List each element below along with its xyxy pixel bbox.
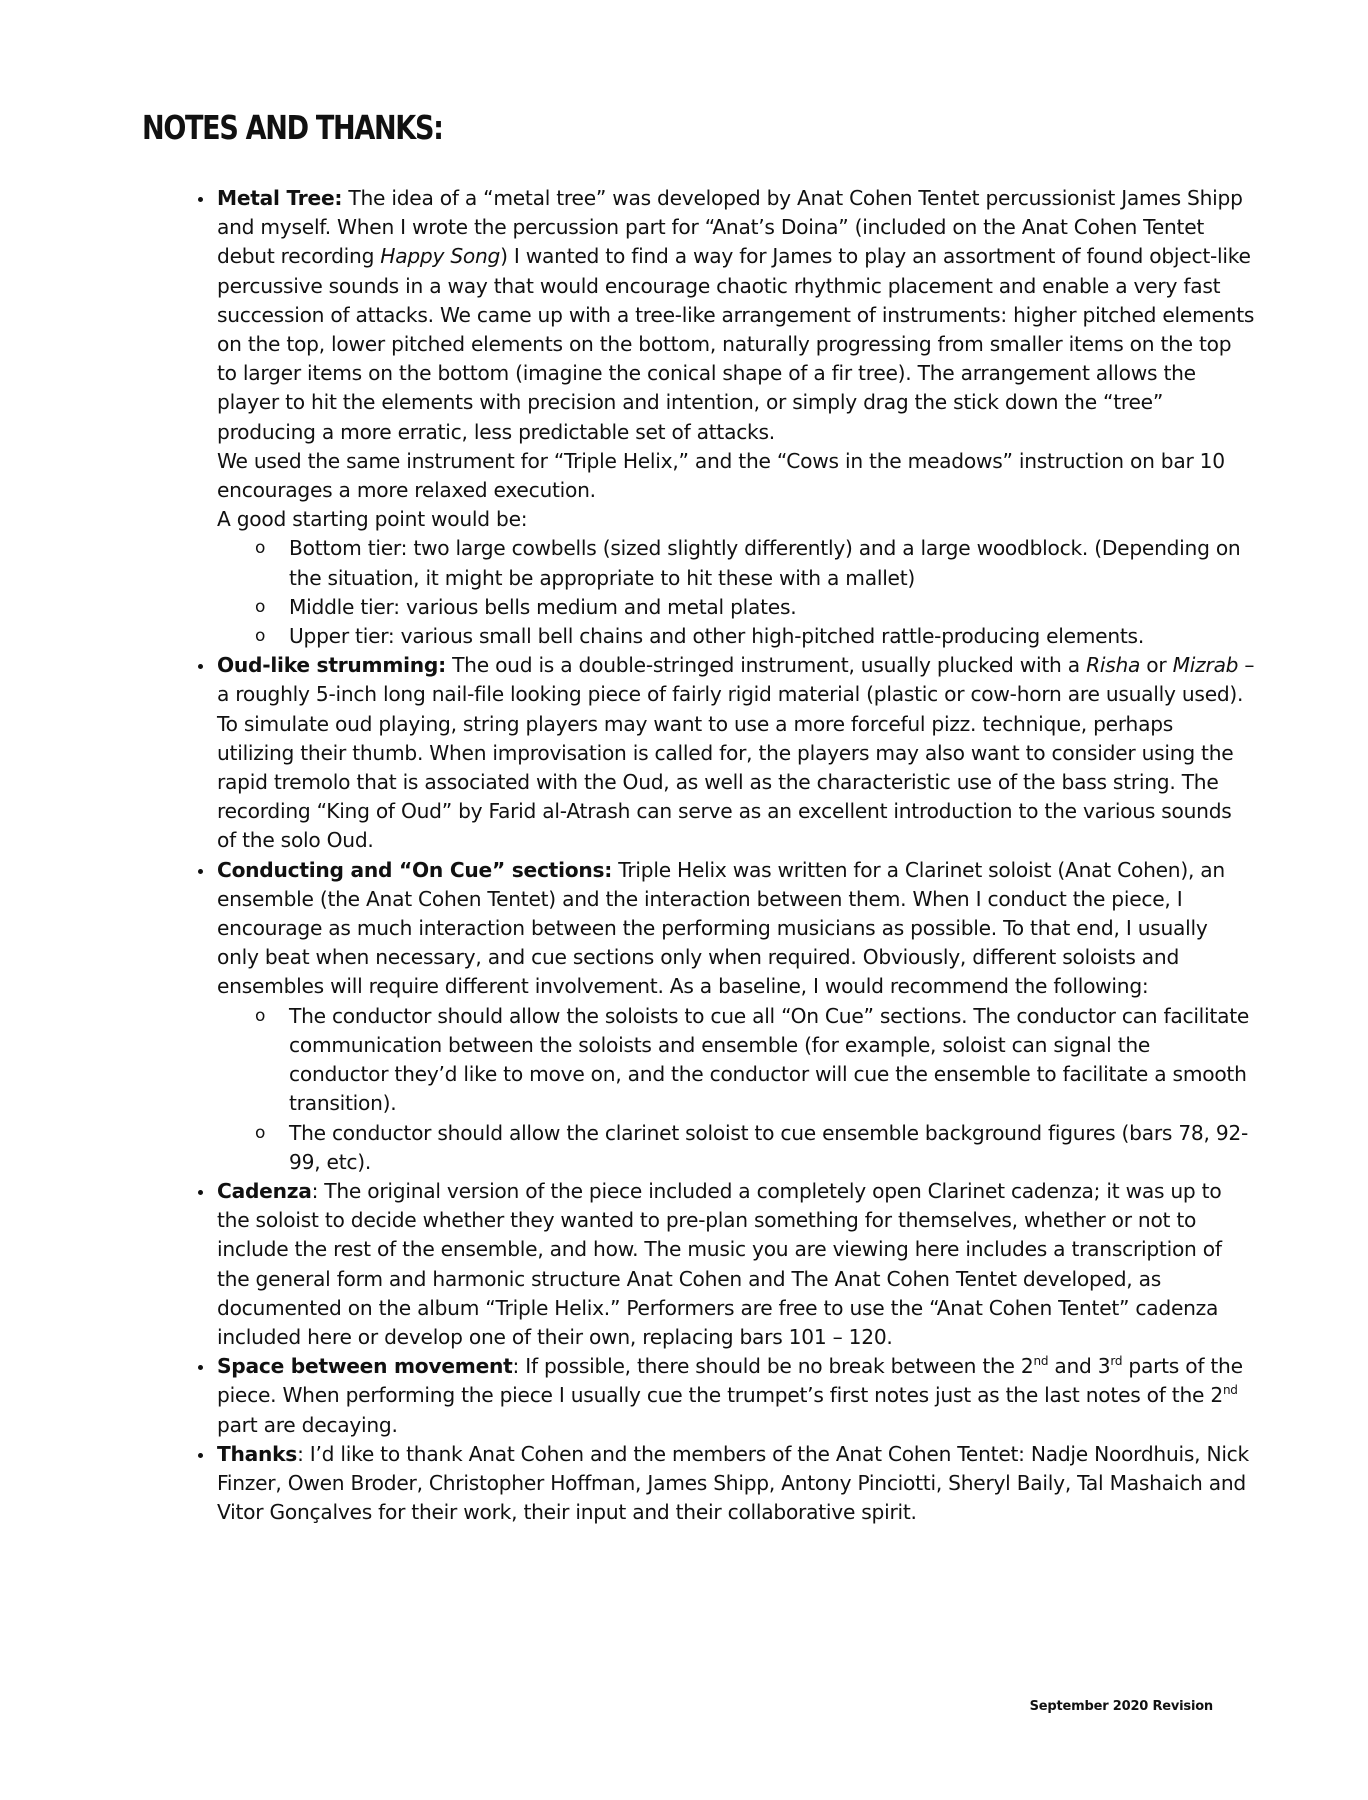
conducting-list [217, 1002, 1255, 1177]
note-oud [215, 651, 1255, 855]
note-text: and 3 [1048, 1354, 1111, 1379]
term-mizrab: Mizrab [1172, 653, 1239, 678]
term-risha: Risha [1086, 653, 1141, 678]
note-term: Thanks [217, 1441, 298, 1466]
note-thanks [215, 1440, 1255, 1528]
notes-list [185, 184, 1255, 1527]
note-text: : If possible, there should be no break between the 2 [512, 1354, 1034, 1379]
note-metal-tree [215, 184, 1255, 651]
tier-item: o Middle tier: various bells medium and metal plates. [289, 593, 1255, 622]
note-text: part are decaying. [217, 1412, 398, 1437]
note-term: Oud-like strumming: [217, 653, 446, 678]
note-text: : I’d like to thank Anat Cohen and the members of the Anat Cohen Tentet: Nadje Noordhuis, Nick Finzer, Owen Broder, Christopher Hoffman, James Shipp, Antony Pinciotti, Sheryl Baily, Tal Mashaich and Vitor Gonçalves for their work, their input and their collaborative spirit. [217, 1441, 1249, 1525]
conducting-item: o The conductor should allow the soloists to cue all “On Cue” sections. The conductor can facilitate communication between the soloists and ensemble (for example, soloist can signal the conductor they’d like to move on, and the conductor will cue the ensemble to facilitate a smooth transition). [289, 1002, 1255, 1119]
superscript: nd [1033, 1354, 1049, 1369]
superscript: nd [1222, 1383, 1238, 1398]
note-term: Space between movement [217, 1354, 513, 1379]
note-text: – a roughly 5-inch long nail-file looking piece of fairly rigid material (plastic or cow-horn are usually used). To simulate oud playing, string players may want to use a more forceful pizz. technique, perhaps utilizing their thumb. When improvisation is called for, the players may also want to consider using the rapid tremolo that is associated with the Oud, as well as the characteristic use of the bass string. The recording “King of Oud” by Farid al-Atrash can serve as an excellent introduction to the various sounds of the solo Oud. [217, 653, 1255, 853]
superscript: rd [1110, 1354, 1123, 1369]
note-conducting [215, 856, 1255, 1177]
note-cadenza [215, 1177, 1255, 1352]
note-text: The oud is a double-stringed instrument, usually plucked with a [445, 653, 1087, 678]
note-text: : The original version of the piece included a completely open Clarinet cadenza; it was up to the soloist to decide whether they wanted to pre-plan something for themselves, whether or not to include the rest of the ensemble, and how. The music you are viewing here includes a transcription of the general form and harmonic structure Anat Cohen and The Anat Cohen Tentet developed, as documented on the album “Triple Helix.” Performers are free to use the “Anat Cohen Tentet” cadenza included here or develop one of their own, replacing bars 101 – 120. [217, 1178, 1222, 1349]
note-text: Triple Helix was written for a Clarinet soloist (Anat Cohen), an ensemble (the Anat Cohen Tentet) and the interaction between them. When I conduct the piece, I encourage as much interaction between the performing musicians as possible. To that end, I usually only beat when necessary, and cue sections only when required. Obviously, different soloists and ensembles will require different involvement. As a baseline, I would recommend the following: [217, 857, 1225, 999]
album-title: Happy Song [380, 244, 501, 269]
tier-item: o Bottom tier: two large cowbells (sized slightly differently) and a large woodblock. (Depending on the situation, it might be appropriate to hit these with a mallet) [289, 534, 1255, 592]
note-text: or [1140, 653, 1173, 678]
note-text: A good starting point would be: [217, 507, 528, 532]
tier-item: o Upper tier: various small bell chains and other high-pitched rattle-producing elements. [289, 622, 1255, 651]
note-text: The idea of a “metal tree” was developed by Anat Cohen Tentet percussionist James Shipp and myself. When I wrote the percussion part for “Anat’s Doina” (included on the Anat Cohen Tentet debut recording [217, 186, 1243, 269]
note-term: Conducting and “On Cue” sections: [217, 857, 613, 882]
note-text: parts of the piece. When performing the piece I usually cue the trumpet’s first notes just as the last notes of the 2 [217, 1354, 1243, 1408]
note-space [215, 1352, 1255, 1440]
page-title: NOTES AND THANKS: [142, 108, 443, 147]
note-term: Cadenza [217, 1178, 312, 1203]
note-text: We used the same instrument for “Triple Helix,” and the “Cows in the meadows” instruction on bar 10 encourages a more relaxed execution. [217, 448, 1225, 503]
revision-footer: September 2020 Revision [1029, 1699, 1213, 1714]
note-text: ) I wanted to find a way for James to play an assortment of found object-like percussive sounds in a way that would encourage chaotic rhythmic placement and enable a very fast succession of attacks. We came up with a tree-like arrangement of instruments: higher pitched elements on the top, lower pitched elements on the bottom, naturally progressing from smaller items on the top to larger items on the bottom (imagine the conical shape of a fir tree). The arrangement allows the player to hit the elements with precision and intention, or simply drag the stick down the “tree” producing a more erratic, less predictable set of attacks. [217, 244, 1255, 444]
conducting-item: o The conductor should allow the clarinet soloist to cue ensemble background figures (bars 78, 92-99, etc). [289, 1119, 1255, 1177]
note-term: Metal Tree: [217, 186, 343, 210]
tier-list [217, 534, 1255, 651]
